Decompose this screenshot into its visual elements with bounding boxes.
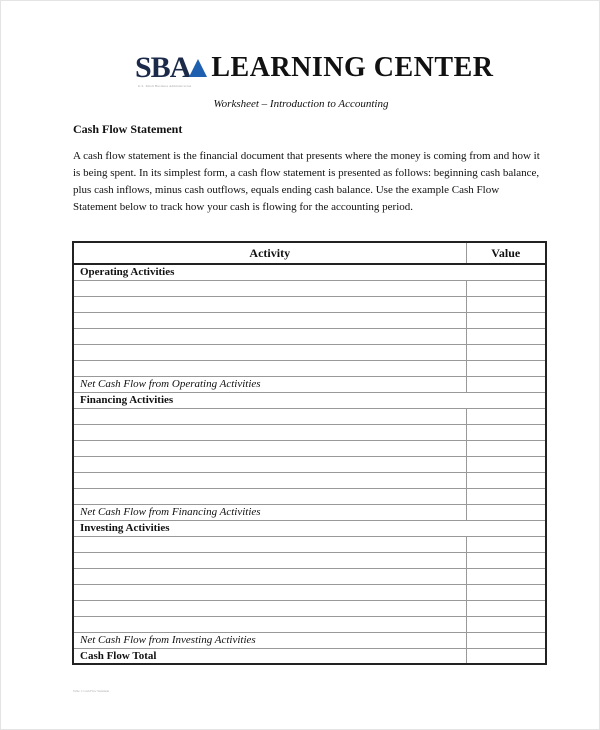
value-cell[interactable] bbox=[466, 360, 546, 376]
value-cell[interactable] bbox=[466, 312, 546, 328]
activity-cell[interactable] bbox=[73, 584, 466, 600]
logo-brand: SBA bbox=[135, 51, 191, 84]
activity-cell[interactable] bbox=[73, 312, 466, 328]
activity-cell[interactable] bbox=[73, 616, 466, 632]
value-cell[interactable] bbox=[466, 616, 546, 632]
activity-cell[interactable] bbox=[73, 600, 466, 616]
financing-net-label: Net Cash Flow from Financing Activities bbox=[73, 504, 466, 520]
value-cell[interactable] bbox=[466, 456, 546, 472]
activity-cell[interactable] bbox=[73, 408, 466, 424]
value-cell[interactable] bbox=[466, 440, 546, 456]
value-cell[interactable] bbox=[466, 328, 546, 344]
investing-heading-row bbox=[73, 520, 546, 536]
investing-net-row bbox=[73, 632, 546, 648]
table-row bbox=[73, 472, 546, 488]
logo-text: LEARNING CENTER bbox=[211, 52, 494, 83]
table-row bbox=[73, 584, 546, 600]
table-row bbox=[73, 488, 546, 504]
table-row bbox=[73, 280, 546, 296]
total-label: Cash Flow Total bbox=[73, 648, 466, 664]
operating-net-label: Net Cash Flow from Operating Activities bbox=[73, 376, 466, 392]
activity-cell[interactable] bbox=[73, 344, 466, 360]
logo-triangle-icon bbox=[189, 59, 207, 77]
value-cell[interactable] bbox=[466, 568, 546, 584]
table-row bbox=[73, 360, 546, 376]
value-header: Value bbox=[466, 242, 546, 264]
table-row bbox=[73, 616, 546, 632]
financing-net-value[interactable] bbox=[466, 504, 546, 520]
operating-heading-row bbox=[73, 264, 546, 280]
table-row bbox=[73, 552, 546, 568]
sba-logo bbox=[135, 51, 493, 85]
total-value[interactable] bbox=[466, 648, 546, 664]
value-cell[interactable] bbox=[466, 408, 546, 424]
value-cell[interactable] bbox=[466, 584, 546, 600]
value-cell[interactable] bbox=[466, 488, 546, 504]
table-row bbox=[73, 328, 546, 344]
value-cell[interactable] bbox=[466, 344, 546, 360]
value-cell[interactable] bbox=[466, 600, 546, 616]
cash-flow-table bbox=[72, 241, 547, 665]
activity-cell[interactable] bbox=[73, 568, 466, 584]
activity-cell[interactable] bbox=[73, 328, 466, 344]
activity-cell[interactable] bbox=[73, 440, 466, 456]
table-row bbox=[73, 456, 546, 472]
table-caption: Table 1: Cash Flow Statement bbox=[73, 689, 110, 693]
activity-header: Activity bbox=[73, 242, 466, 264]
activity-cell[interactable] bbox=[73, 472, 466, 488]
table-row bbox=[73, 296, 546, 312]
section-title: Cash Flow Statement bbox=[73, 122, 183, 136]
activity-cell[interactable] bbox=[73, 296, 466, 312]
table-row bbox=[73, 568, 546, 584]
table-row bbox=[73, 344, 546, 360]
financing-heading: Financing Activities bbox=[73, 392, 546, 408]
table-row bbox=[73, 536, 546, 552]
value-cell[interactable] bbox=[466, 472, 546, 488]
logo-tagline: U.S. Small Business Administration bbox=[138, 84, 192, 88]
operating-heading: Operating Activities bbox=[73, 264, 546, 280]
value-cell[interactable] bbox=[466, 280, 546, 296]
value-cell[interactable] bbox=[466, 552, 546, 568]
value-cell[interactable] bbox=[466, 296, 546, 312]
intro-paragraph: A cash flow statement is the financial document that presents where the money is coming from and how it is being spent. In its simplest form, a cash flow statement is presented as follows: beginning cash balance, plus cash inflows, minus cash outflows, equals ending cash balance. Use the example Cash Flow Statement below to track how your cash is flowing for the accounting period. bbox=[73, 150, 540, 213]
table-row bbox=[73, 424, 546, 440]
worksheet-subtitle: Worksheet – Introduction to Accounting bbox=[213, 98, 389, 110]
value-cell[interactable] bbox=[466, 536, 546, 552]
activity-cell[interactable] bbox=[73, 360, 466, 376]
operating-net-row bbox=[73, 376, 546, 392]
activity-cell[interactable] bbox=[73, 488, 466, 504]
activity-cell[interactable] bbox=[73, 280, 466, 296]
activity-cell[interactable] bbox=[73, 424, 466, 440]
table-row bbox=[73, 600, 546, 616]
total-row bbox=[73, 648, 546, 664]
activity-cell[interactable] bbox=[73, 536, 466, 552]
table-row bbox=[73, 312, 546, 328]
table-row bbox=[73, 408, 546, 424]
financing-net-row bbox=[73, 504, 546, 520]
financing-heading-row bbox=[73, 392, 546, 408]
investing-heading: Investing Activities bbox=[73, 520, 546, 536]
operating-net-value[interactable] bbox=[466, 376, 546, 392]
investing-net-value[interactable] bbox=[466, 632, 546, 648]
investing-net-label: Net Cash Flow from Investing Activities bbox=[73, 632, 466, 648]
table-row bbox=[73, 440, 546, 456]
table-header-row bbox=[73, 242, 546, 264]
value-cell[interactable] bbox=[466, 424, 546, 440]
activity-cell[interactable] bbox=[73, 552, 466, 568]
activity-cell[interactable] bbox=[73, 456, 466, 472]
